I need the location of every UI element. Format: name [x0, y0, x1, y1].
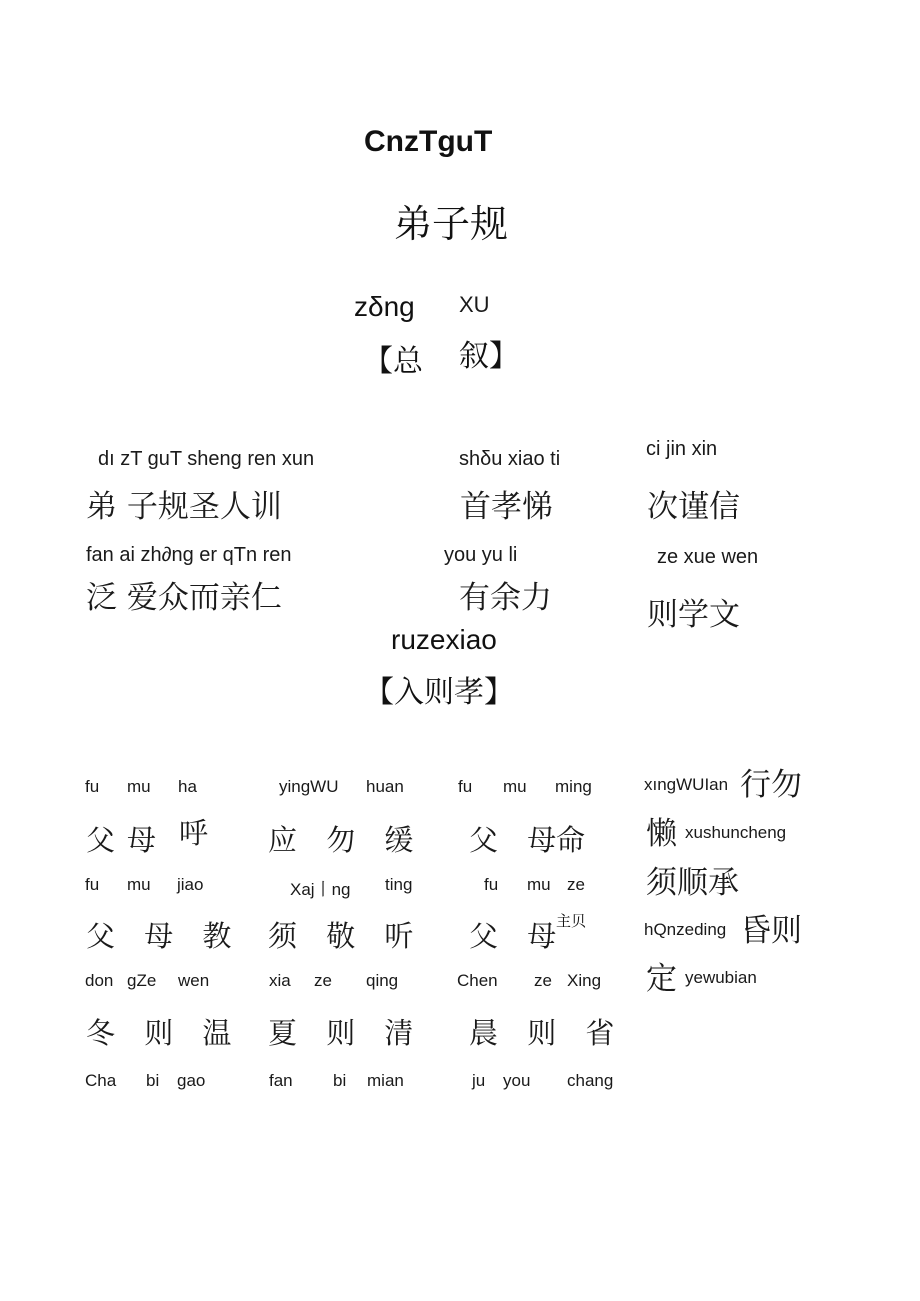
grid-hanzi: 应 勿 缓 [268, 823, 424, 857]
right-pinyin: xushuncheng [685, 823, 787, 842]
grid-pinyin: mian [367, 1071, 404, 1090]
section-hanzi-a: 【总 [363, 344, 423, 379]
right-pinyin: hQnzeding [644, 920, 727, 939]
grid-pinyin: mu [503, 777, 527, 796]
right-pinyin: yewubian [685, 968, 757, 987]
title-hanzi: 弟子规 [394, 202, 509, 246]
grid-pinyin: mu [527, 875, 551, 894]
grid-pinyin: fu [484, 875, 499, 894]
grid-pinyin: fan [269, 1071, 293, 1090]
intro-pinyin: ci jin xin [646, 438, 718, 460]
grid-pinyin: chang [567, 1071, 614, 1090]
grid-hanzi: 父 [86, 823, 126, 857]
grid-hanzi: 命 [556, 823, 596, 857]
grid-pinyin: xia [269, 971, 291, 990]
intro-pinyin: you yu li [444, 544, 518, 566]
grid-pinyin: yingWU [279, 777, 339, 796]
grid-pinyin: mu [127, 777, 151, 796]
intro-hanzi: 次谨信 [647, 489, 740, 525]
intro-hanzi: 首孝悌 [460, 489, 553, 525]
grid-pinyin: you [503, 1071, 531, 1090]
grid-pinyin: Cha [85, 1071, 117, 1090]
grid-hanzi: 呼 [179, 816, 219, 850]
intro-pinyin: ze xue wen [657, 546, 759, 568]
grid-pinyin: Chen [457, 971, 498, 990]
grid-hanzi: 晨 则 省 [469, 1016, 625, 1050]
grid-pinyin: mu [127, 875, 151, 894]
grid-pinyin: bi [146, 1071, 160, 1090]
right-hanzi: 懒 [646, 816, 677, 852]
grid-pinyin: bi [333, 1071, 347, 1090]
intro-hanzi: 则学文 [647, 597, 740, 633]
intro-pinyin: fan ai zh∂ng er qTn ren [86, 544, 292, 566]
section-hanzi-b: 叙】 [459, 339, 519, 374]
grid-hanzi: 父 母 教 [86, 919, 242, 953]
grid-hanzi: 父 母 [469, 919, 567, 953]
section-hanzi: 【入则孝】 [364, 675, 514, 710]
grid-pinyin: fu [85, 875, 100, 894]
grid-hanzi: 冬 则 温 [86, 1016, 242, 1050]
grid-hanzi: 夏 则 清 [268, 1016, 424, 1050]
grid-pinyin: huan [366, 777, 404, 796]
intro-hanzi: 泛 爱众而亲仁 [86, 580, 282, 616]
grid-pinyin: qing [366, 971, 399, 990]
grid-pinyin: gao [177, 1071, 206, 1090]
grid-annotation: 主贝 [556, 912, 587, 930]
right-pinyin: xıngWUIan [644, 775, 729, 794]
grid-pinyin: Xaj丨ng [290, 880, 351, 899]
grid-pinyin: ze [534, 971, 552, 990]
grid-pinyin: ha [178, 777, 197, 796]
grid-pinyin: ming [555, 777, 592, 796]
intro-pinyin: dı zT guT sheng ren xun [98, 448, 315, 470]
grid-pinyin: gZe [127, 971, 157, 990]
grid-pinyin: fu [458, 777, 473, 796]
grid-pinyin: ting [385, 875, 413, 894]
grid-pinyin: ju [472, 1071, 486, 1090]
grid-pinyin: fu [85, 777, 100, 796]
right-hanzi: 须顺承 [646, 865, 739, 901]
section-pinyin-a: zδng [354, 291, 415, 322]
title-pinyin: CnzTguT [364, 125, 493, 158]
grid-pinyin: ze [314, 971, 332, 990]
right-hanzi: 定 [646, 961, 677, 997]
grid-hanzi: 父 母 [469, 823, 567, 857]
grid-pinyin: wen [178, 971, 210, 990]
grid-pinyin: ze [567, 875, 585, 894]
grid-pinyin: jiao [177, 875, 204, 894]
section-pinyin-b: XU [459, 292, 490, 317]
right-hanzi: 行勿 [740, 767, 802, 803]
grid-hanzi: 须 敬 听 [268, 919, 424, 953]
grid-pinyin: Xing [567, 971, 602, 990]
intro-hanzi: 有余力 [459, 580, 552, 616]
intro-hanzi: 弟 子规圣人训 [86, 489, 282, 525]
right-hanzi: 昏则 [740, 913, 802, 949]
grid-hanzi: 母 [127, 823, 167, 857]
section-pinyin: ruzexiao [391, 624, 497, 655]
intro-pinyin: shδu xiao ti [459, 448, 561, 470]
grid-pinyin: don [85, 971, 114, 990]
